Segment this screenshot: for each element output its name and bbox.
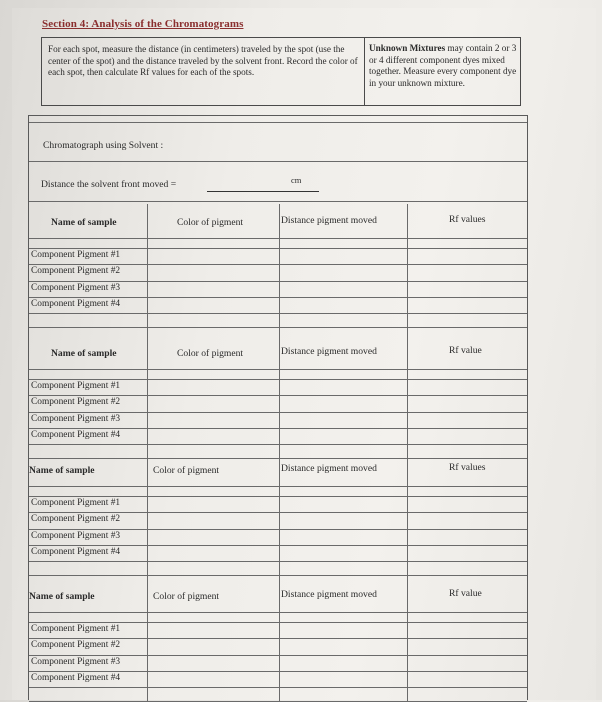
pigment-cell-input[interactable]: [281, 498, 405, 511]
pigment-cell-input[interactable]: [281, 283, 405, 296]
pigment-cell-input[interactable]: [149, 657, 277, 670]
row-group-top-rule: [29, 496, 527, 497]
unknown-mixtures-note: [365, 38, 520, 105]
pigment-cell-input[interactable]: [149, 397, 277, 410]
column-divider: [407, 335, 408, 452]
component-pigment-label: Component Pigment #2: [31, 266, 121, 277]
column-divider: [147, 204, 148, 335]
column-divider: [407, 204, 408, 335]
row-rule: [29, 529, 527, 530]
section-title: Section 4: Analysis of the Chromatograms: [42, 18, 244, 30]
component-pigment-label: Component Pigment #4: [31, 429, 121, 440]
row-group-top-rule: [29, 379, 527, 380]
row-rule: [29, 281, 527, 282]
component-pigment-label: Component Pigment #4: [31, 672, 121, 683]
column-divider: [407, 578, 408, 701]
pigment-cell-input[interactable]: [281, 657, 405, 670]
pigment-cell-input[interactable]: [409, 624, 525, 637]
pigment-cell-input[interactable]: [281, 547, 405, 560]
pigment-cell-input[interactable]: [409, 414, 525, 427]
pigment-cell-input[interactable]: [409, 299, 525, 312]
row-group-bottom-rule: [29, 575, 527, 576]
component-pigment-label: Component Pigment #4: [31, 298, 121, 309]
pigment-cell-input[interactable]: [409, 283, 525, 296]
instructions-box: [41, 37, 521, 106]
pigment-cell-input[interactable]: [409, 498, 525, 511]
row-rule: [29, 561, 527, 562]
row-rule: [29, 638, 527, 639]
pigment-cell-input[interactable]: [149, 640, 277, 653]
pigment-cell-input[interactable]: [409, 266, 525, 279]
pigment-cell-input[interactable]: [281, 430, 405, 443]
row-rule: [29, 395, 527, 396]
header-bottom-rule: [29, 486, 527, 487]
header-bottom-rule: [29, 612, 527, 613]
pigment-cell-input[interactable]: [149, 283, 277, 296]
column-header: Color of pigment: [177, 348, 244, 359]
header-bottom-rule: [29, 238, 527, 239]
column-header: Color of pigment: [153, 591, 220, 602]
pigment-cell-input[interactable]: [281, 381, 405, 394]
component-pigment-label: Component Pigment #3: [31, 530, 121, 541]
column-divider: [279, 204, 280, 335]
pigment-cell-input[interactable]: [409, 547, 525, 560]
pigment-cell-input[interactable]: [149, 498, 277, 511]
pigment-cell-input[interactable]: [149, 299, 277, 312]
pigment-cell-input[interactable]: [281, 673, 405, 686]
column-divider: [147, 452, 148, 578]
column-header: Color of pigment: [153, 465, 220, 476]
component-pigment-label: Component Pigment #1: [31, 498, 121, 508]
unknown-mixtures-text-2: Measure every component dye in your unknown mixture.: [369, 66, 517, 88]
pigment-cell-input[interactable]: [409, 397, 525, 410]
column-header: Name of sample: [51, 348, 117, 359]
component-pigment-label: Component Pigment #4: [31, 546, 121, 557]
header-bottom-rule: [29, 369, 527, 370]
row-rule: [29, 412, 527, 413]
column-header: Distance pigment moved: [281, 463, 377, 474]
solvent-front-input[interactable]: [207, 191, 319, 192]
instructions-text: For each spot, measure the distance (in centimeters) traveled by the spot (use the center of the spot) and the distance traveled by the solvent front. Record the color of each spot, then calculate Rf values for each of the spots.: [42, 38, 365, 105]
row-rule: [29, 687, 527, 688]
pigment-cell-input[interactable]: [281, 414, 405, 427]
column-divider: [147, 578, 148, 701]
component-pigment-label: Component Pigment #3: [31, 413, 121, 424]
pigment-cell-input[interactable]: [281, 531, 405, 544]
chromatograph-rule: [29, 161, 527, 162]
column-header: Distance pigment moved: [281, 589, 377, 600]
column-header: Distance pigment moved: [281, 215, 377, 226]
pigment-cell-input[interactable]: [149, 381, 277, 394]
row-rule: [29, 428, 527, 429]
chromatograph-label: Chromatograph using Solvent :: [43, 140, 164, 151]
pigment-cell-input[interactable]: [409, 657, 525, 670]
column-header: Name of sample: [51, 217, 117, 228]
pigment-cell-input[interactable]: [281, 397, 405, 410]
column-divider: [407, 452, 408, 578]
row-rule: [29, 297, 527, 298]
row-rule: [29, 313, 527, 314]
unknown-mixtures-title: Unknown Mixtures: [369, 43, 446, 53]
column-divider: [147, 335, 148, 452]
row-group-top-rule: [29, 248, 527, 249]
solvent-front-label: Distance the solvent front moved =: [41, 179, 177, 190]
column-header: Rf values: [449, 462, 486, 473]
pigment-cell-input[interactable]: [149, 414, 277, 427]
row-group-bottom-rule: [29, 458, 527, 459]
pigment-cell-input[interactable]: [281, 514, 405, 527]
pigment-cell-input[interactable]: [409, 673, 525, 686]
column-divider: [279, 452, 280, 578]
pigment-cell-input[interactable]: [409, 430, 525, 443]
component-pigment-label: Component Pigment #2: [31, 640, 121, 651]
pigment-cell-input[interactable]: [409, 531, 525, 544]
pigment-cell-input[interactable]: [149, 624, 277, 637]
component-pigment-label: Component Pigment #3: [31, 656, 121, 667]
component-pigment-label: Component Pigment #3: [31, 282, 121, 293]
pigment-cell-input[interactable]: [281, 640, 405, 653]
chromatogram-table: [28, 115, 528, 700]
solvent-front-rule: [29, 201, 527, 202]
pigment-cell-input[interactable]: [149, 266, 277, 279]
pigment-cell-input[interactable]: [409, 514, 525, 527]
pigment-cell-input[interactable]: [281, 250, 405, 263]
unknown-mixtures-text-1: may contain 2 or 3 or 4 different component dyes mixed together.: [369, 43, 517, 76]
component-pigment-label: Component Pigment #1: [31, 381, 121, 391]
row-rule: [29, 545, 527, 546]
row-group-bottom-rule: [29, 327, 527, 328]
row-rule: [29, 264, 527, 265]
pigment-cell-input[interactable]: [149, 531, 277, 544]
pigment-cell-input[interactable]: [149, 514, 277, 527]
pigment-cell-input[interactable]: [149, 250, 277, 263]
column-divider: [279, 335, 280, 452]
column-header: Rf values: [449, 214, 486, 225]
column-header: Rf value: [449, 588, 482, 599]
pigment-cell-input[interactable]: [409, 381, 525, 394]
column-header: Name of sample: [29, 465, 95, 476]
column-divider: [279, 578, 280, 701]
row-rule: [29, 512, 527, 513]
pigment-cell-input[interactable]: [281, 299, 405, 312]
pigment-cell-input[interactable]: [149, 547, 277, 560]
pigment-cell-input[interactable]: [149, 673, 277, 686]
pigment-cell-input[interactable]: [409, 640, 525, 653]
row-rule: [29, 444, 527, 445]
component-pigment-label: Component Pigment #1: [31, 624, 121, 634]
column-header: Distance pigment moved: [281, 346, 377, 357]
component-pigment-label: Component Pigment #2: [31, 514, 121, 525]
column-header: Name of sample: [29, 591, 95, 602]
pigment-cell-input[interactable]: [409, 250, 525, 263]
pigment-cell-input[interactable]: [281, 266, 405, 279]
solvent-front-unit: cm: [291, 175, 302, 185]
component-pigment-label: Component Pigment #1: [31, 250, 121, 260]
column-header: Rf value: [449, 345, 482, 356]
row-rule: [29, 671, 527, 672]
column-header: Color of pigment: [177, 217, 244, 228]
row-rule: [29, 655, 527, 656]
pigment-cell-input[interactable]: [149, 430, 277, 443]
component-pigment-label: Component Pigment #2: [31, 397, 121, 408]
pigment-cell-input[interactable]: [281, 624, 405, 637]
table-top-rule: [29, 122, 527, 123]
row-group-top-rule: [29, 622, 527, 623]
